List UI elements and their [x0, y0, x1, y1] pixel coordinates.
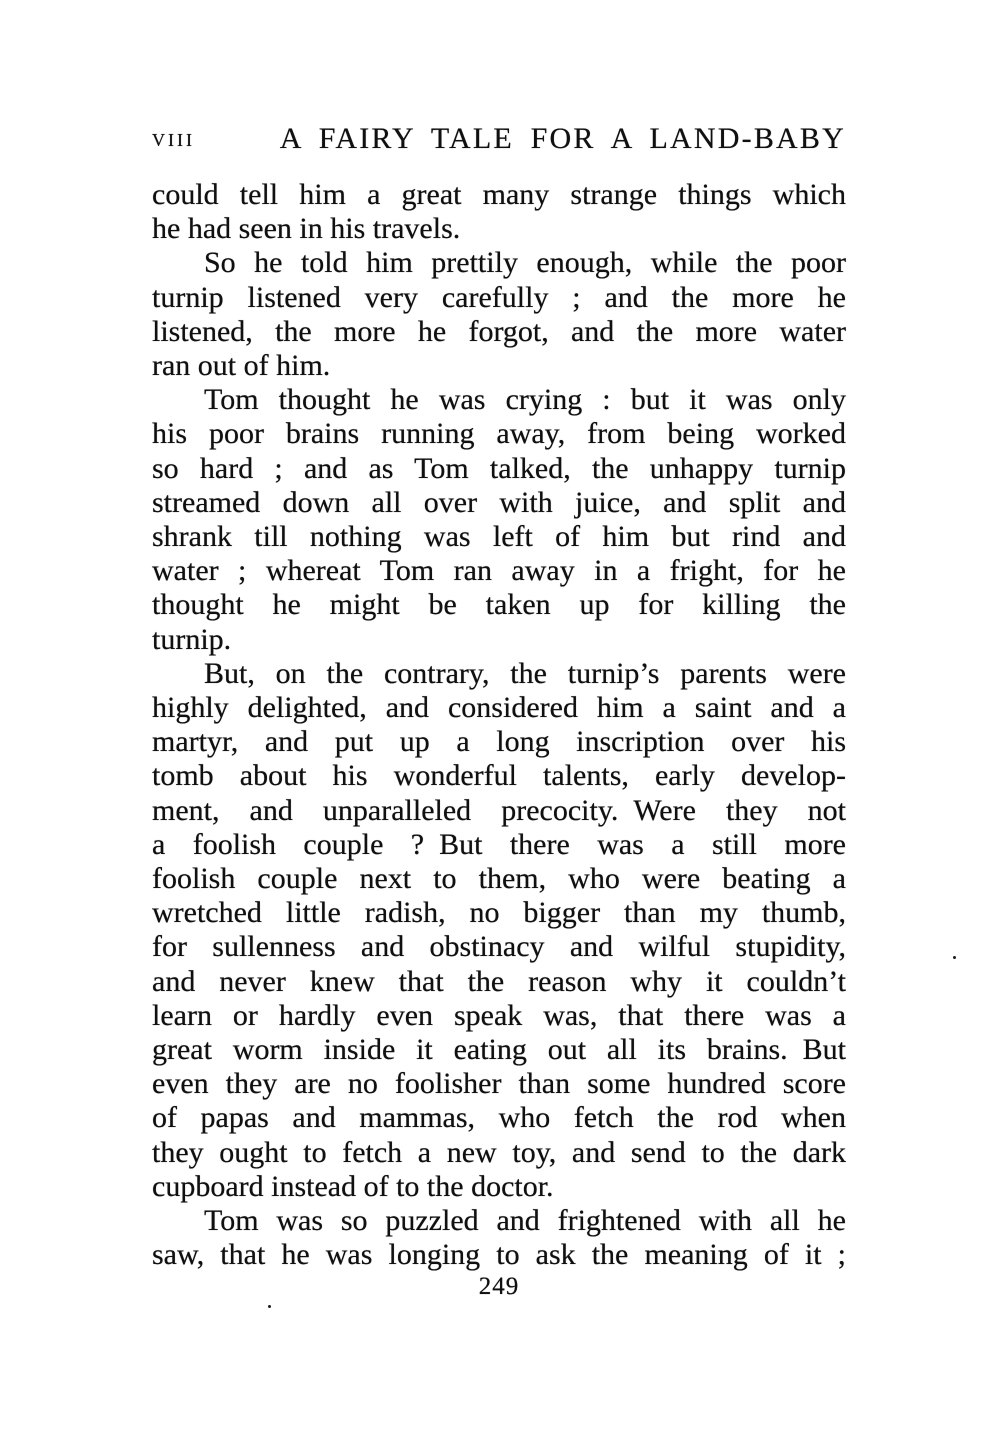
text-line: listened, the more he forgot, and the more water — [152, 314, 846, 348]
text-line: shrank till nothing was left of him but rind and — [152, 520, 846, 554]
text-line: ment, and unparalleled precocity. Were they not — [152, 793, 846, 827]
body-text — [152, 178, 846, 1273]
text-line: a foolish couple ? But there was a still more — [152, 827, 846, 861]
text-line: for sullenness and obstinacy and wilful stupidity, — [152, 930, 846, 964]
text-line: they ought to fetch a new toy, and send to the dark — [152, 1135, 846, 1169]
page-number: 249 — [478, 1273, 520, 1300]
text-line: and never knew that the reason why it couldn’t — [152, 964, 846, 998]
text-line: Tom thought he was crying : but it was only — [204, 383, 846, 417]
running-head — [152, 118, 846, 154]
text-line: martyr, and put up a long inscription over his — [152, 725, 846, 759]
text-line: ran out of him. — [152, 349, 331, 383]
text-line: water ; whereat Tom ran away in a fright, for he — [152, 554, 846, 588]
text-line: turnip listened very carefully ; and the more he — [152, 280, 846, 314]
text-line: of papas and mammas, who fetch the rod when — [152, 1101, 846, 1135]
text-line: he had seen in his travels. — [152, 212, 461, 246]
text-line: Tom was so puzzled and frightened with all he — [204, 1204, 846, 1238]
text-line: even they are no foolisher than some hundred score — [152, 1067, 846, 1101]
text-line: foolish couple next to them, who were beating a — [152, 862, 846, 896]
text-line: could tell him a great many strange things which — [152, 178, 846, 211]
scan-speck — [268, 1305, 271, 1308]
text-line: thought he might be taken up for killing the — [152, 588, 846, 622]
text-line: But, on the contrary, the turnip’s parents were — [204, 656, 846, 690]
text-line: learn or hardly even speak was, that there was a — [152, 998, 846, 1032]
text-line: turnip. — [152, 622, 232, 656]
text-line: wretched little radish, no bigger than my thumb, — [152, 896, 846, 930]
chapter-numeral: viii — [152, 125, 195, 152]
scan-speck — [953, 956, 956, 959]
chapter-title: A FAIRY TALE FOR A LAND-BABY — [279, 122, 846, 155]
text-line: highly delighted, and considered him a saint and a — [152, 691, 846, 725]
text-line: streamed down all over with juice, and split and — [152, 485, 846, 519]
text-line: his poor brains running away, from being worked — [152, 417, 846, 451]
text-line: great worm inside it eating out all its brains. But — [152, 1033, 846, 1067]
text-line: So he told him prettily enough, while the poor — [204, 246, 846, 280]
text-line: cupboard instead of to the doctor. — [152, 1169, 554, 1203]
text-line: saw, that he was longing to ask the meaning of it ; — [152, 1238, 846, 1272]
text-line: tomb about his wonderful talents, early develop- — [152, 759, 846, 793]
text-line: so hard ; and as Tom talked, the unhappy turnip — [152, 451, 846, 485]
